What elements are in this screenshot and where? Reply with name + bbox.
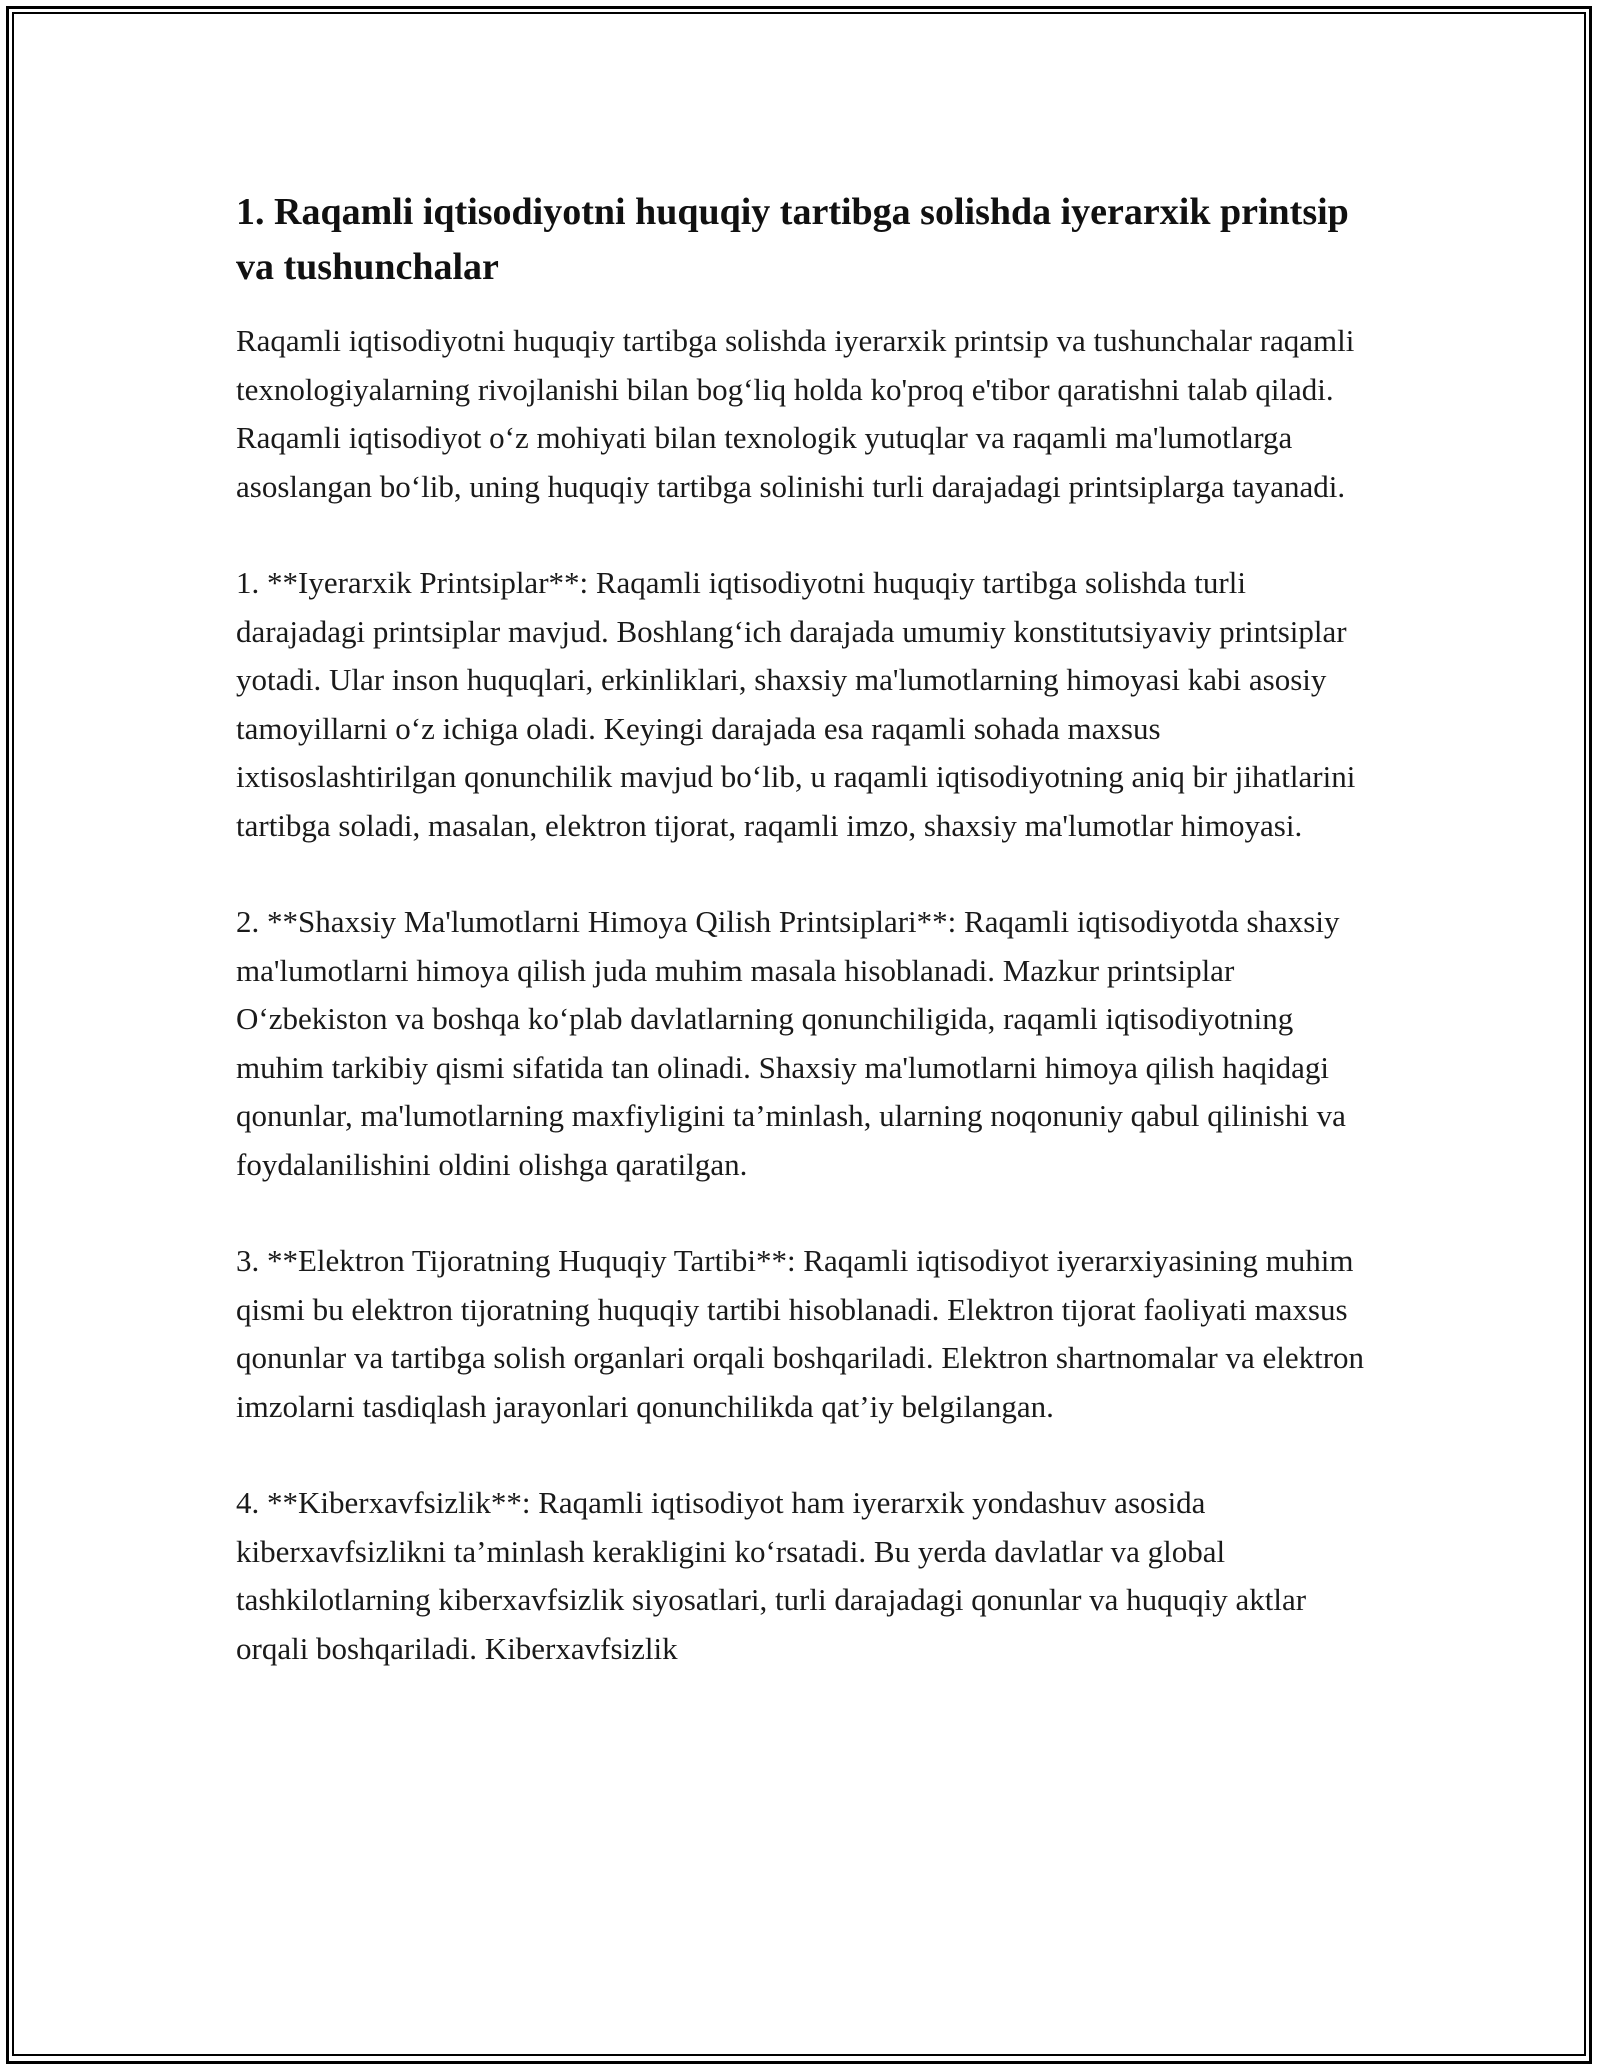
document-body (236, 185, 1376, 1721)
paragraph-kiberxavfsizlik: 4. **Kiberxavfsizlik**: Raqamli iqtisodiyot ham iyerarxik yondashuv asosida kiberxavfsizlikni ta’minlash kerakligini ko‘rsatadi. Bu yerda davlatlar va global tashkilotlarning kiberxavfsizlik siyosatlari, turli darajadagi qonunlar va huquqiy aktlar orqali boshqariladi. Kiberxavfsizlik (236, 1485, 1307, 1666)
paragraph-iyerarxik-printsiplar: 1. **Iyerarxik Printsiplar**: Raqamli iqtisodiyotni huquqiy tartibga solishda turli darajadagi printsiplar mavjud. Boshlang‘ich darajada umumiy konstitutsiyaviy printsiplar yotadi. Ular inson huquqlari, erkinliklari, shaxsiy ma'lumotlarning himoyasi kabi asosiy tamoyillarni o‘z ichiga oladi. Keyingi darajada esa raqamli sohada maxsus ixtisoslashtirilgan qonunchilik mavjud bo‘lib, u raqamli iqtisodiyotning aniq bir jihatlarini tartibga soladi, masalan, elektron tijorat, raqamli imzo, shaxsiy ma'lumotlar himoyasi. (236, 565, 1356, 843)
intro-paragraph: Raqamli iqtisodiyotni huquqiy tartibga solishda iyerarxik printsip va tushunchalar raqamli texnologiyalarning rivojlanishi bilan bog‘liq holda ko'proq e'tibor qaratishni talab qiladi. Raqamli iqtisodiyot o‘z mohiyati bilan texnologik yutuqlar va raqamli ma'lumotlarga asoslangan bo‘lib, uning huquqiy tartibga solinishi turli darajadagi printsiplarga tayanadi. (236, 323, 1355, 504)
paragraph-elektron-tijorat: 3. **Elektron Tijoratning Huquqiy Tartibi**: Raqamli iqtisodiyot iyerarxiyasining muhim qismi bu elektron tijoratning huquqiy tartibi hisoblanadi. Elektron tijorat faoliyati maxsus qonunlar va tartibga solish organlari orqali boshqariladi. Elektron shartnomalar va elektron imzolarni tasdiqlash jarayonlari qonunchilikda qat’iy belgilangan. (236, 1243, 1365, 1424)
section-heading: 1. Raqamli iqtisodiyotni huquqiy tartibga solishda iyerarxik printsip va tushunchalar (236, 191, 1349, 288)
paragraph-shaxsiy-malumotlar: 2. **Shaxsiy Ma'lumotlarni Himoya Qilish Printsiplari**: Raqamli iqtisodiyotda shaxsiy ma'lumotlarni himoya qilish juda muhim masala hisoblanadi. Mazkur printsiplar O‘zbekiston va boshqa ko‘plab davlatlarning qonunchiligida, raqamli iqtisodiyotning muhim tarkibiy qismi sifatida tan olinadi. Shaxsiy ma'lumotlarni himoya qilish haqidagi qonunlar, ma'lumotlarning maxfiyligini ta’minlash, ularning noqonuniy qabul qilinishi va foydalanilishini oldini olishga qaratilgan. (236, 904, 1346, 1182)
